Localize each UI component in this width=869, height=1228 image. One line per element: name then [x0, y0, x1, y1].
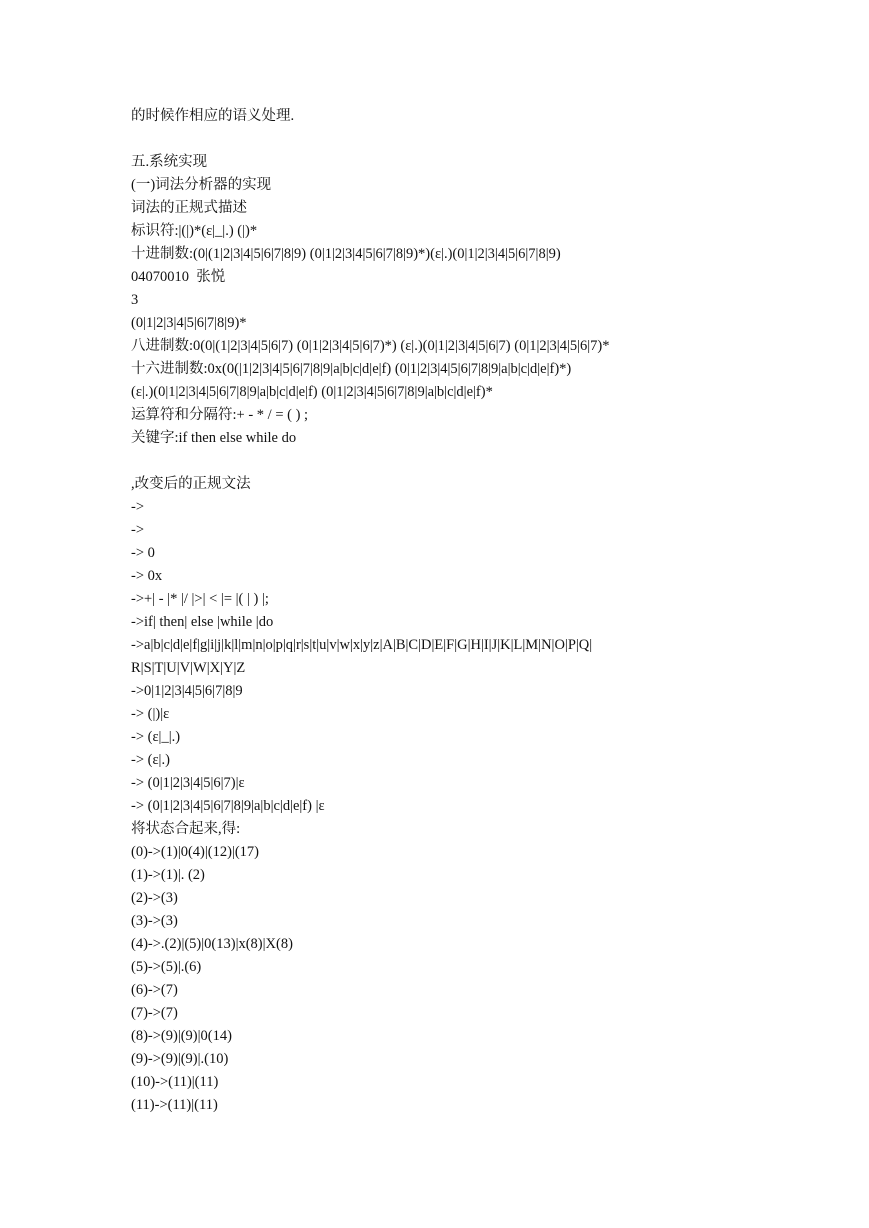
text-line: 八进制数:0(0|(1|2|3|4|5|6|7) (0|1|2|3|4|5|6|7)*) (ε|.)(0|1|2|3|4|5|6|7) (0|1|2|3|4|5|6|7)*: [131, 338, 610, 354]
text-line: -> (0|1|2|3|4|5|6|7|8|9|a|b|c|d|e|f) |ε: [131, 798, 325, 814]
text-line: (ε|.)(0|1|2|3|4|5|6|7|8|9|a|b|c|d|e|f) (0|1|2|3|4|5|6|7|8|9|a|b|c|d|e|f)*: [131, 384, 493, 400]
page-number: 3: [131, 292, 139, 308]
text-line: (6)->(7): [131, 982, 178, 998]
text-line: (8)->(9)|(9)|0(14): [131, 1028, 232, 1044]
text-line: (1)->(1)|. (2): [131, 867, 205, 883]
text-line: -> (0|1|2|3|4|5|6|7)|ε: [131, 775, 245, 791]
text-line: (3)->(3): [131, 913, 178, 929]
text-line: 运算符和分隔符:+ - * / = ( ) ;: [131, 407, 309, 423]
text-line: ->: [131, 522, 145, 538]
text-line: (9)->(9)|(9)|.(10): [131, 1051, 229, 1067]
text-line: 十六进制数:0x(0(|1|2|3|4|5|6|7|8|9|a|b|c|d|e|f) (0|1|2|3|4|5|6|7|8|9|a|b|c|d|e|f)*): [131, 361, 572, 377]
text-line: 标识符:|(|)*(ε|_|.) (|)*: [131, 223, 258, 239]
text-line: 的时候作相应的语义处理.: [131, 108, 295, 124]
text-line: (0)->(1)|0(4)|(12)|(17): [131, 844, 260, 860]
text-line: ,改变后的正规文法: [131, 476, 251, 492]
text-line: 关键字:if then else while do: [131, 430, 297, 446]
text-line: (0|1|2|3|4|5|6|7|8|9)*: [131, 315, 247, 331]
text-line: -> 0: [131, 545, 155, 561]
text-line: R|S|T|U|V|W|X|Y|Z: [131, 660, 246, 676]
text-line: (7)->(7): [131, 1005, 178, 1021]
page-header: 04070010 张悦: [131, 269, 226, 285]
text-line: (5)->(5)|.(6): [131, 959, 202, 975]
text-line: 将状态合起来,得:: [131, 821, 241, 837]
text-line: ->+| - |* |/ |>| < |= |( | ) |;: [131, 591, 269, 607]
text-line: ->if| then| else |while |do: [131, 614, 274, 630]
text-line: ->0|1|2|3|4|5|6|7|8|9: [131, 683, 243, 699]
text-line: -> (ε|_|.): [131, 729, 181, 745]
text-line: (10)->(11)|(11): [131, 1074, 219, 1090]
text-line: (11)->(11)|(11): [131, 1097, 218, 1113]
text-line: -> (|)|ε: [131, 706, 170, 722]
text-line: ->a|b|c|d|e|f|g|i|j|k|l|m|n|o|p|q|r|s|t|u|v|w|x|y|z|A|B|C|D|E|F|G|H|I|J|K|L|M|N|O|P|Q|: [131, 637, 593, 653]
text-line: -> (ε|.): [131, 752, 170, 768]
text-line: -> 0x: [131, 568, 163, 584]
section-heading: 五.系统实现: [131, 154, 208, 170]
text-line: 十进制数:(0|(1|2|3|4|5|6|7|8|9) (0|1|2|3|4|5|6|7|8|9)*)(ε|.)(0|1|2|3|4|5|6|7|8|9): [131, 246, 561, 262]
text-line: ->: [131, 499, 145, 515]
text-line: (2)->(3): [131, 890, 178, 906]
subsection-heading: (一)词法分析器的实现: [131, 177, 272, 193]
text-line: (4)->.(2)|(5)|0(13)|x(8)|X(8): [131, 936, 293, 952]
text-line: 词法的正规式描述: [131, 200, 247, 216]
